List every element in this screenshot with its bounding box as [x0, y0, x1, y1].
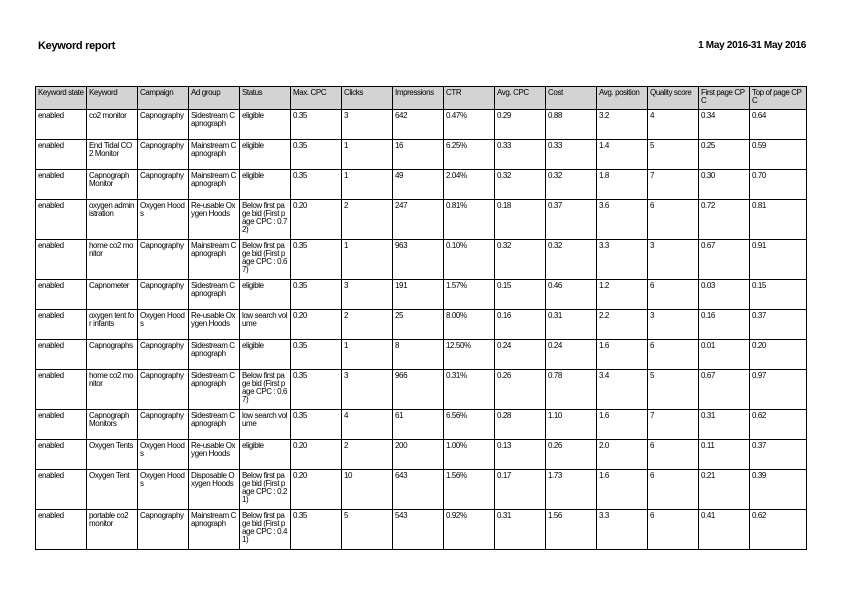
- table-cell: 1.56: [546, 510, 597, 550]
- table-cell: Capnograph Monitor: [87, 170, 138, 200]
- table-cell: 7: [648, 410, 699, 440]
- table-cell: 2.2: [597, 310, 648, 340]
- table-cell: 0.26: [546, 440, 597, 470]
- table-cell: enabled: [36, 410, 87, 440]
- column-header: Keyword: [87, 87, 138, 110]
- table-cell: Mainstream Capnograph: [189, 240, 240, 280]
- table-cell: Oxygen Hoods: [138, 200, 189, 240]
- table-cell: 0.32: [495, 170, 546, 200]
- table-cell: 200: [393, 440, 444, 470]
- table-cell: 0.47%: [444, 110, 495, 140]
- table-cell: 0.35: [291, 510, 342, 550]
- table-cell: Capnography: [138, 140, 189, 170]
- column-header: Avg. position: [597, 87, 648, 110]
- table-cell: Re-usable Oxygen Hoods: [189, 440, 240, 470]
- table-cell: 1.56%: [444, 470, 495, 510]
- table-cell: 0.33: [546, 140, 597, 170]
- table-cell: enabled: [36, 240, 87, 280]
- report-date-range: 1 May 2016-31 May 2016: [698, 40, 806, 51]
- column-header: Campaign: [138, 87, 189, 110]
- table-cell: 61: [393, 410, 444, 440]
- table-cell: enabled: [36, 340, 87, 370]
- table-cell: 0.46: [546, 280, 597, 310]
- table-cell: 5: [648, 140, 699, 170]
- table-cell: portable co2 monitor: [87, 510, 138, 550]
- table-cell: End Tidal CO2 Monitor: [87, 140, 138, 170]
- table-cell: enabled: [36, 370, 87, 410]
- table-cell: Disposable Oxygen Hoods: [189, 470, 240, 510]
- table-cell: 0.03: [699, 280, 750, 310]
- table-cell: Oxygen Tent: [87, 470, 138, 510]
- table-cell: 3: [342, 370, 393, 410]
- table-cell: 0.28: [495, 410, 546, 440]
- table-cell: 10: [342, 470, 393, 510]
- table-cell: Oxygen Hoods: [138, 470, 189, 510]
- table-cell: oxygen tent for infants: [87, 310, 138, 340]
- table-cell: 0.91: [750, 240, 807, 280]
- table-cell: 25: [393, 310, 444, 340]
- column-header: Status: [240, 87, 291, 110]
- table-cell: 6: [648, 200, 699, 240]
- column-header: Ad group: [189, 87, 240, 110]
- table-cell: 2.0: [597, 440, 648, 470]
- table-cell: co2 monitor: [87, 110, 138, 140]
- table-cell: 49: [393, 170, 444, 200]
- table-cell: 0.11: [699, 440, 750, 470]
- table-cell: 0.32: [495, 240, 546, 280]
- table-cell: 643: [393, 470, 444, 510]
- table-cell: 0.64: [750, 110, 807, 140]
- table-cell: 0.13: [495, 440, 546, 470]
- table-cell: 0.81%: [444, 200, 495, 240]
- table-cell: Capnography: [138, 510, 189, 550]
- table-cell: 0.18: [495, 200, 546, 240]
- table-cell: 0.62: [750, 410, 807, 440]
- table-cell: Below first page bid (First page CPC : 0.67): [240, 240, 291, 280]
- table-cell: 1.2: [597, 280, 648, 310]
- table-cell: eligible: [240, 340, 291, 370]
- table-cell: 0.31: [699, 410, 750, 440]
- table-cell: 6: [648, 440, 699, 470]
- table-cell: Mainstream Capnograph: [189, 140, 240, 170]
- table-cell: 0.37: [546, 200, 597, 240]
- table-cell: 0.37: [750, 440, 807, 470]
- table-cell: 0.24: [546, 340, 597, 370]
- table-cell: 8: [393, 340, 444, 370]
- table-cell: Sidestream Capnograph: [189, 110, 240, 140]
- table-cell: 3.3: [597, 510, 648, 550]
- table-cell: 0.35: [291, 110, 342, 140]
- column-header: CTR: [444, 87, 495, 110]
- table-cell: 2: [342, 310, 393, 340]
- table-row: [36, 110, 807, 140]
- table-cell: Oxygen Hoods: [138, 440, 189, 470]
- table-cell: Capnography: [138, 280, 189, 310]
- table-cell: 0.35: [291, 140, 342, 170]
- table-cell: 3: [648, 310, 699, 340]
- table-cell: 2: [342, 200, 393, 240]
- table-cell: 1.57%: [444, 280, 495, 310]
- table-cell: 1.73: [546, 470, 597, 510]
- table-cell: 0.33: [495, 140, 546, 170]
- table-cell: Below first page bid (First page CPC : 0.67): [240, 370, 291, 410]
- table-cell: home co2 monitor: [87, 370, 138, 410]
- table-cell: 2: [342, 440, 393, 470]
- table-cell: 5: [342, 510, 393, 550]
- table-cell: enabled: [36, 280, 87, 310]
- table-cell: enabled: [36, 310, 87, 340]
- table-cell: eligible: [240, 170, 291, 200]
- table-cell: 0.16: [699, 310, 750, 340]
- table-cell: enabled: [36, 140, 87, 170]
- table-cell: 0.78: [546, 370, 597, 410]
- table-cell: 0.92%: [444, 510, 495, 550]
- table-cell: enabled: [36, 200, 87, 240]
- column-header: Max. CPC: [291, 87, 342, 110]
- table-cell: 3.4: [597, 370, 648, 410]
- table-cell: 0.31%: [444, 370, 495, 410]
- table-cell: 191: [393, 280, 444, 310]
- table-cell: enabled: [36, 510, 87, 550]
- table-cell: 1.00%: [444, 440, 495, 470]
- table-cell: low search volume: [240, 310, 291, 340]
- table-cell: Below first page bid (First page CPC : 0.41): [240, 510, 291, 550]
- table-row: [36, 440, 807, 470]
- table-cell: oxygen administration: [87, 200, 138, 240]
- table-cell: 0.25: [699, 140, 750, 170]
- table-cell: 0.20: [750, 340, 807, 370]
- table-cell: 8.00%: [444, 310, 495, 340]
- table-cell: Capnography: [138, 370, 189, 410]
- table-cell: 963: [393, 240, 444, 280]
- table-cell: 0.35: [291, 340, 342, 370]
- table-cell: 642: [393, 110, 444, 140]
- table-cell: 0.30: [699, 170, 750, 200]
- keyword-table: [35, 86, 807, 550]
- table-cell: 5: [648, 370, 699, 410]
- table-cell: 1: [342, 240, 393, 280]
- table-cell: 6.25%: [444, 140, 495, 170]
- table-row: [36, 470, 807, 510]
- table-cell: 543: [393, 510, 444, 550]
- table-cell: Capnography: [138, 340, 189, 370]
- table-cell: 0.35: [291, 240, 342, 280]
- table-cell: 0.31: [495, 510, 546, 550]
- table-cell: 6: [648, 280, 699, 310]
- column-header: Quality score: [648, 87, 699, 110]
- table-cell: Sidestream Capnograph: [189, 340, 240, 370]
- table-cell: 0.20: [291, 200, 342, 240]
- table-cell: 1: [342, 140, 393, 170]
- column-header: Cost: [546, 87, 597, 110]
- table-cell: 0.70: [750, 170, 807, 200]
- table-cell: Mainstream Capnograph: [189, 170, 240, 200]
- table-cell: Capnography: [138, 240, 189, 280]
- table-cell: Sidestream Capnograph: [189, 410, 240, 440]
- table-cell: 247: [393, 200, 444, 240]
- table-cell: 3: [342, 110, 393, 140]
- table-cell: 0.59: [750, 140, 807, 170]
- table-cell: 0.34: [699, 110, 750, 140]
- table-cell: 1.6: [597, 410, 648, 440]
- table-cell: eligible: [240, 140, 291, 170]
- table-cell: 3.3: [597, 240, 648, 280]
- table-cell: 0.35: [291, 280, 342, 310]
- table-cell: Oxygen Tents: [87, 440, 138, 470]
- table-cell: 0.29: [495, 110, 546, 140]
- report-title: Keyword report: [38, 40, 116, 52]
- table-cell: 0.67: [699, 370, 750, 410]
- table-cell: 0.35: [291, 370, 342, 410]
- table-cell: 4: [648, 110, 699, 140]
- table-cell: Below first page bid (First page CPC : 0.72): [240, 200, 291, 240]
- column-header: Avg. CPC: [495, 87, 546, 110]
- table-row: [36, 140, 807, 170]
- table-cell: 7: [648, 170, 699, 200]
- table-cell: enabled: [36, 440, 87, 470]
- table-row: [36, 280, 807, 310]
- table-cell: 0.41: [699, 510, 750, 550]
- table-cell: 0.01: [699, 340, 750, 370]
- column-header: Clicks: [342, 87, 393, 110]
- table-cell: 6: [648, 510, 699, 550]
- table-cell: 0.10%: [444, 240, 495, 280]
- column-header: First page CPC: [699, 87, 750, 110]
- table-cell: 16: [393, 140, 444, 170]
- table-cell: 0.24: [495, 340, 546, 370]
- table-cell: 6.56%: [444, 410, 495, 440]
- table-row: [36, 410, 807, 440]
- table-cell: 0.31: [546, 310, 597, 340]
- table-cell: 1: [342, 340, 393, 370]
- table-cell: Capnography: [138, 410, 189, 440]
- table-cell: 0.35: [291, 410, 342, 440]
- table-cell: Capnography: [138, 110, 189, 140]
- table-cell: Capnograph Monitors: [87, 410, 138, 440]
- table-cell: Re-usable Oxygen Hoods: [189, 310, 240, 340]
- table-cell: 1.8: [597, 170, 648, 200]
- table-cell: 0.17: [495, 470, 546, 510]
- table-row: [36, 340, 807, 370]
- table-cell: Capnographs: [87, 340, 138, 370]
- table-cell: eligible: [240, 110, 291, 140]
- column-header: Keyword state: [36, 87, 87, 110]
- table-cell: 1.6: [597, 340, 648, 370]
- table-cell: Oxygen Hoods: [138, 310, 189, 340]
- table-cell: enabled: [36, 470, 87, 510]
- table-cell: 4: [342, 410, 393, 440]
- table-cell: 0.67: [699, 240, 750, 280]
- table-cell: Re-usable Oxygen Hoods: [189, 200, 240, 240]
- table-cell: 0.39: [750, 470, 807, 510]
- column-header: Impressions: [393, 87, 444, 110]
- table-cell: 12.50%: [444, 340, 495, 370]
- table-row: [36, 310, 807, 340]
- table-cell: enabled: [36, 170, 87, 200]
- table-cell: eligible: [240, 280, 291, 310]
- table-cell: Below first page bid (First page CPC : 0.21): [240, 470, 291, 510]
- table-cell: 0.20: [291, 470, 342, 510]
- table-cell: home co2 monitor: [87, 240, 138, 280]
- table-cell: 3.2: [597, 110, 648, 140]
- table-cell: 3: [342, 280, 393, 310]
- table-cell: 1.6: [597, 470, 648, 510]
- table-cell: low search volume: [240, 410, 291, 440]
- table-cell: 0.72: [699, 200, 750, 240]
- table-cell: 0.37: [750, 310, 807, 340]
- table-cell: 3.6: [597, 200, 648, 240]
- table-body: [36, 110, 807, 550]
- table-cell: 0.16: [495, 310, 546, 340]
- table-cell: 0.32: [546, 170, 597, 200]
- table-cell: 0.35: [291, 170, 342, 200]
- table-cell: 1.4: [597, 140, 648, 170]
- table-cell: eligible: [240, 440, 291, 470]
- table-cell: 0.15: [495, 280, 546, 310]
- table-cell: 6: [648, 340, 699, 370]
- table-cell: Capnometer: [87, 280, 138, 310]
- table-cell: 0.20: [291, 310, 342, 340]
- table-cell: 0.26: [495, 370, 546, 410]
- table-cell: 0.20: [291, 440, 342, 470]
- table-cell: 6: [648, 470, 699, 510]
- table-cell: enabled: [36, 110, 87, 140]
- column-header: Top of page CPC: [750, 87, 807, 110]
- table-cell: Sidestream Capnograph: [189, 280, 240, 310]
- table-cell: Capnography: [138, 170, 189, 200]
- table-row: [36, 200, 807, 240]
- table-cell: 966: [393, 370, 444, 410]
- table-cell: 1: [342, 170, 393, 200]
- table-cell: 0.81: [750, 200, 807, 240]
- table-cell: Mainstream Capnograph: [189, 510, 240, 550]
- table-row: [36, 240, 807, 280]
- table-cell: 3: [648, 240, 699, 280]
- table-cell: 0.62: [750, 510, 807, 550]
- table-cell: 1.10: [546, 410, 597, 440]
- table-cell: 0.97: [750, 370, 807, 410]
- table-cell: 0.88: [546, 110, 597, 140]
- table-cell: 0.32: [546, 240, 597, 280]
- table-cell: Sidestream Capnograph: [189, 370, 240, 410]
- table-row: [36, 170, 807, 200]
- table-cell: 0.21: [699, 470, 750, 510]
- table-cell: 0.15: [750, 280, 807, 310]
- table-row: [36, 370, 807, 410]
- table-row: [36, 510, 807, 550]
- table-cell: 2.04%: [444, 170, 495, 200]
- table-header-row: [36, 87, 807, 110]
